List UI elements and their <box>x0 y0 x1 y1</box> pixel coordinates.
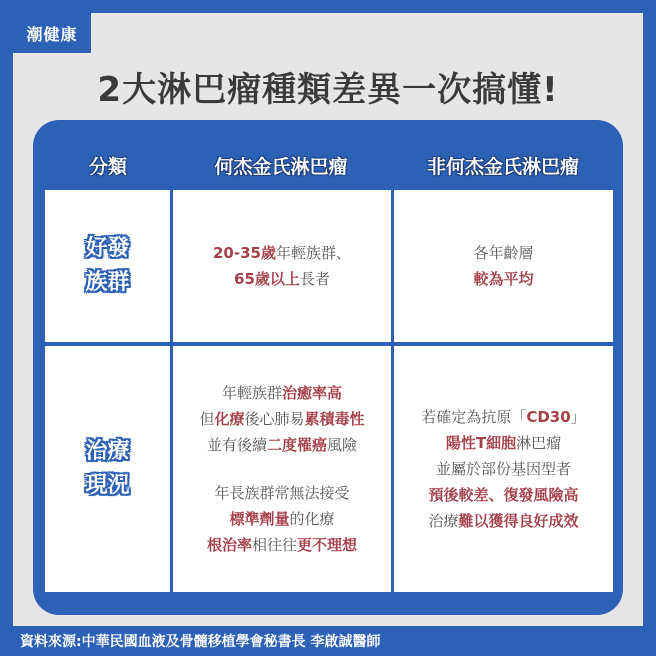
cell-line <box>207 532 357 558</box>
cell-line <box>428 482 578 508</box>
cell-text: 年長族群常無法接受 <box>214 484 350 502</box>
row-label-line: 治療 <box>85 439 130 464</box>
cell-line <box>428 508 578 534</box>
cell-text: 後心肺易 <box>244 410 305 428</box>
brand-logo: 潮健康 <box>13 13 91 53</box>
highlight-text: 難以獲得良好成效 <box>458 512 579 530</box>
cell-line <box>229 506 334 532</box>
cell-text: 並屬於部份基因型者 <box>435 460 571 478</box>
cell-line <box>234 266 330 292</box>
cell-line <box>214 480 349 506</box>
row-label-line: 現況 <box>85 473 130 498</box>
header-hodgkin: 何杰金氏淋巴瘤 <box>214 155 348 178</box>
cell-text: 並有後續 <box>206 436 267 454</box>
cell-line <box>199 406 364 432</box>
highlight-text: 65歲以上 <box>234 270 300 288</box>
highlight-text: 根治率 <box>206 536 252 554</box>
highlight-text: 較為平均 <box>473 270 534 288</box>
page-title: 2大淋巴瘤種類差異一次搞懂! <box>97 70 559 110</box>
cell-text: 風險 <box>327 436 358 454</box>
highlight-text: 預後較差、復發風險高 <box>428 486 579 504</box>
cell-line <box>421 404 585 430</box>
cell-hodgkin-affected-group <box>173 190 391 342</box>
row-label-line: 族群 <box>85 270 130 295</box>
cell-text: 但 <box>199 410 215 428</box>
cell-line <box>213 240 351 266</box>
highlight-text: 治癒率高 <box>282 384 343 402</box>
highlight-text: 20-35歲 <box>213 244 276 262</box>
cell-text: 長者 <box>299 270 330 288</box>
cell-line <box>446 430 561 456</box>
cell-line <box>436 456 571 482</box>
row-label-line: 好發 <box>85 236 130 261</box>
cell-line <box>222 380 342 406</box>
highlight-text: 標準劑量 <box>229 510 290 528</box>
header-non-hodgkin: 非何杰金氏淋巴瘤 <box>426 155 579 178</box>
header-category: 分類 <box>88 155 127 178</box>
cell-text: 」 <box>570 408 586 426</box>
highlight-text: 化療 <box>214 410 245 428</box>
cell-line <box>473 240 533 266</box>
cell-text: 各年齡層 <box>473 244 534 262</box>
cell-line <box>473 266 533 292</box>
highlight-text: 陽性T細胞 <box>445 434 517 452</box>
row-label-affected-group <box>45 190 170 342</box>
highlight-text: 二度罹癌 <box>266 436 327 454</box>
cell-line <box>207 432 357 458</box>
cell-text: 的化療 <box>289 510 335 528</box>
cell-hodgkin-treatment-status <box>173 346 391 592</box>
source-footer: 資料來源:中華民國血液及骨髓移植學會秘書長 李啟誠醫師 <box>0 626 656 656</box>
cell-text: 若確定為抗原「 <box>421 408 527 426</box>
cell-non-hodgkin-affected-group <box>394 190 613 342</box>
row-label-treatment-status <box>45 346 170 592</box>
cell-text: 年輕族群、 <box>275 244 351 262</box>
cell-text: 淋巴瘤 <box>516 434 562 452</box>
cell-text: 治療 <box>428 512 459 530</box>
highlight-text: CD30 <box>526 408 571 426</box>
cell-non-hodgkin-treatment-status <box>394 346 613 592</box>
cell-text: 年輕族群 <box>221 384 282 402</box>
cell-text: 相往往 <box>251 536 297 554</box>
highlight-text: 更不理想 <box>297 536 358 554</box>
highlight-text: 累積毒性 <box>304 410 365 428</box>
